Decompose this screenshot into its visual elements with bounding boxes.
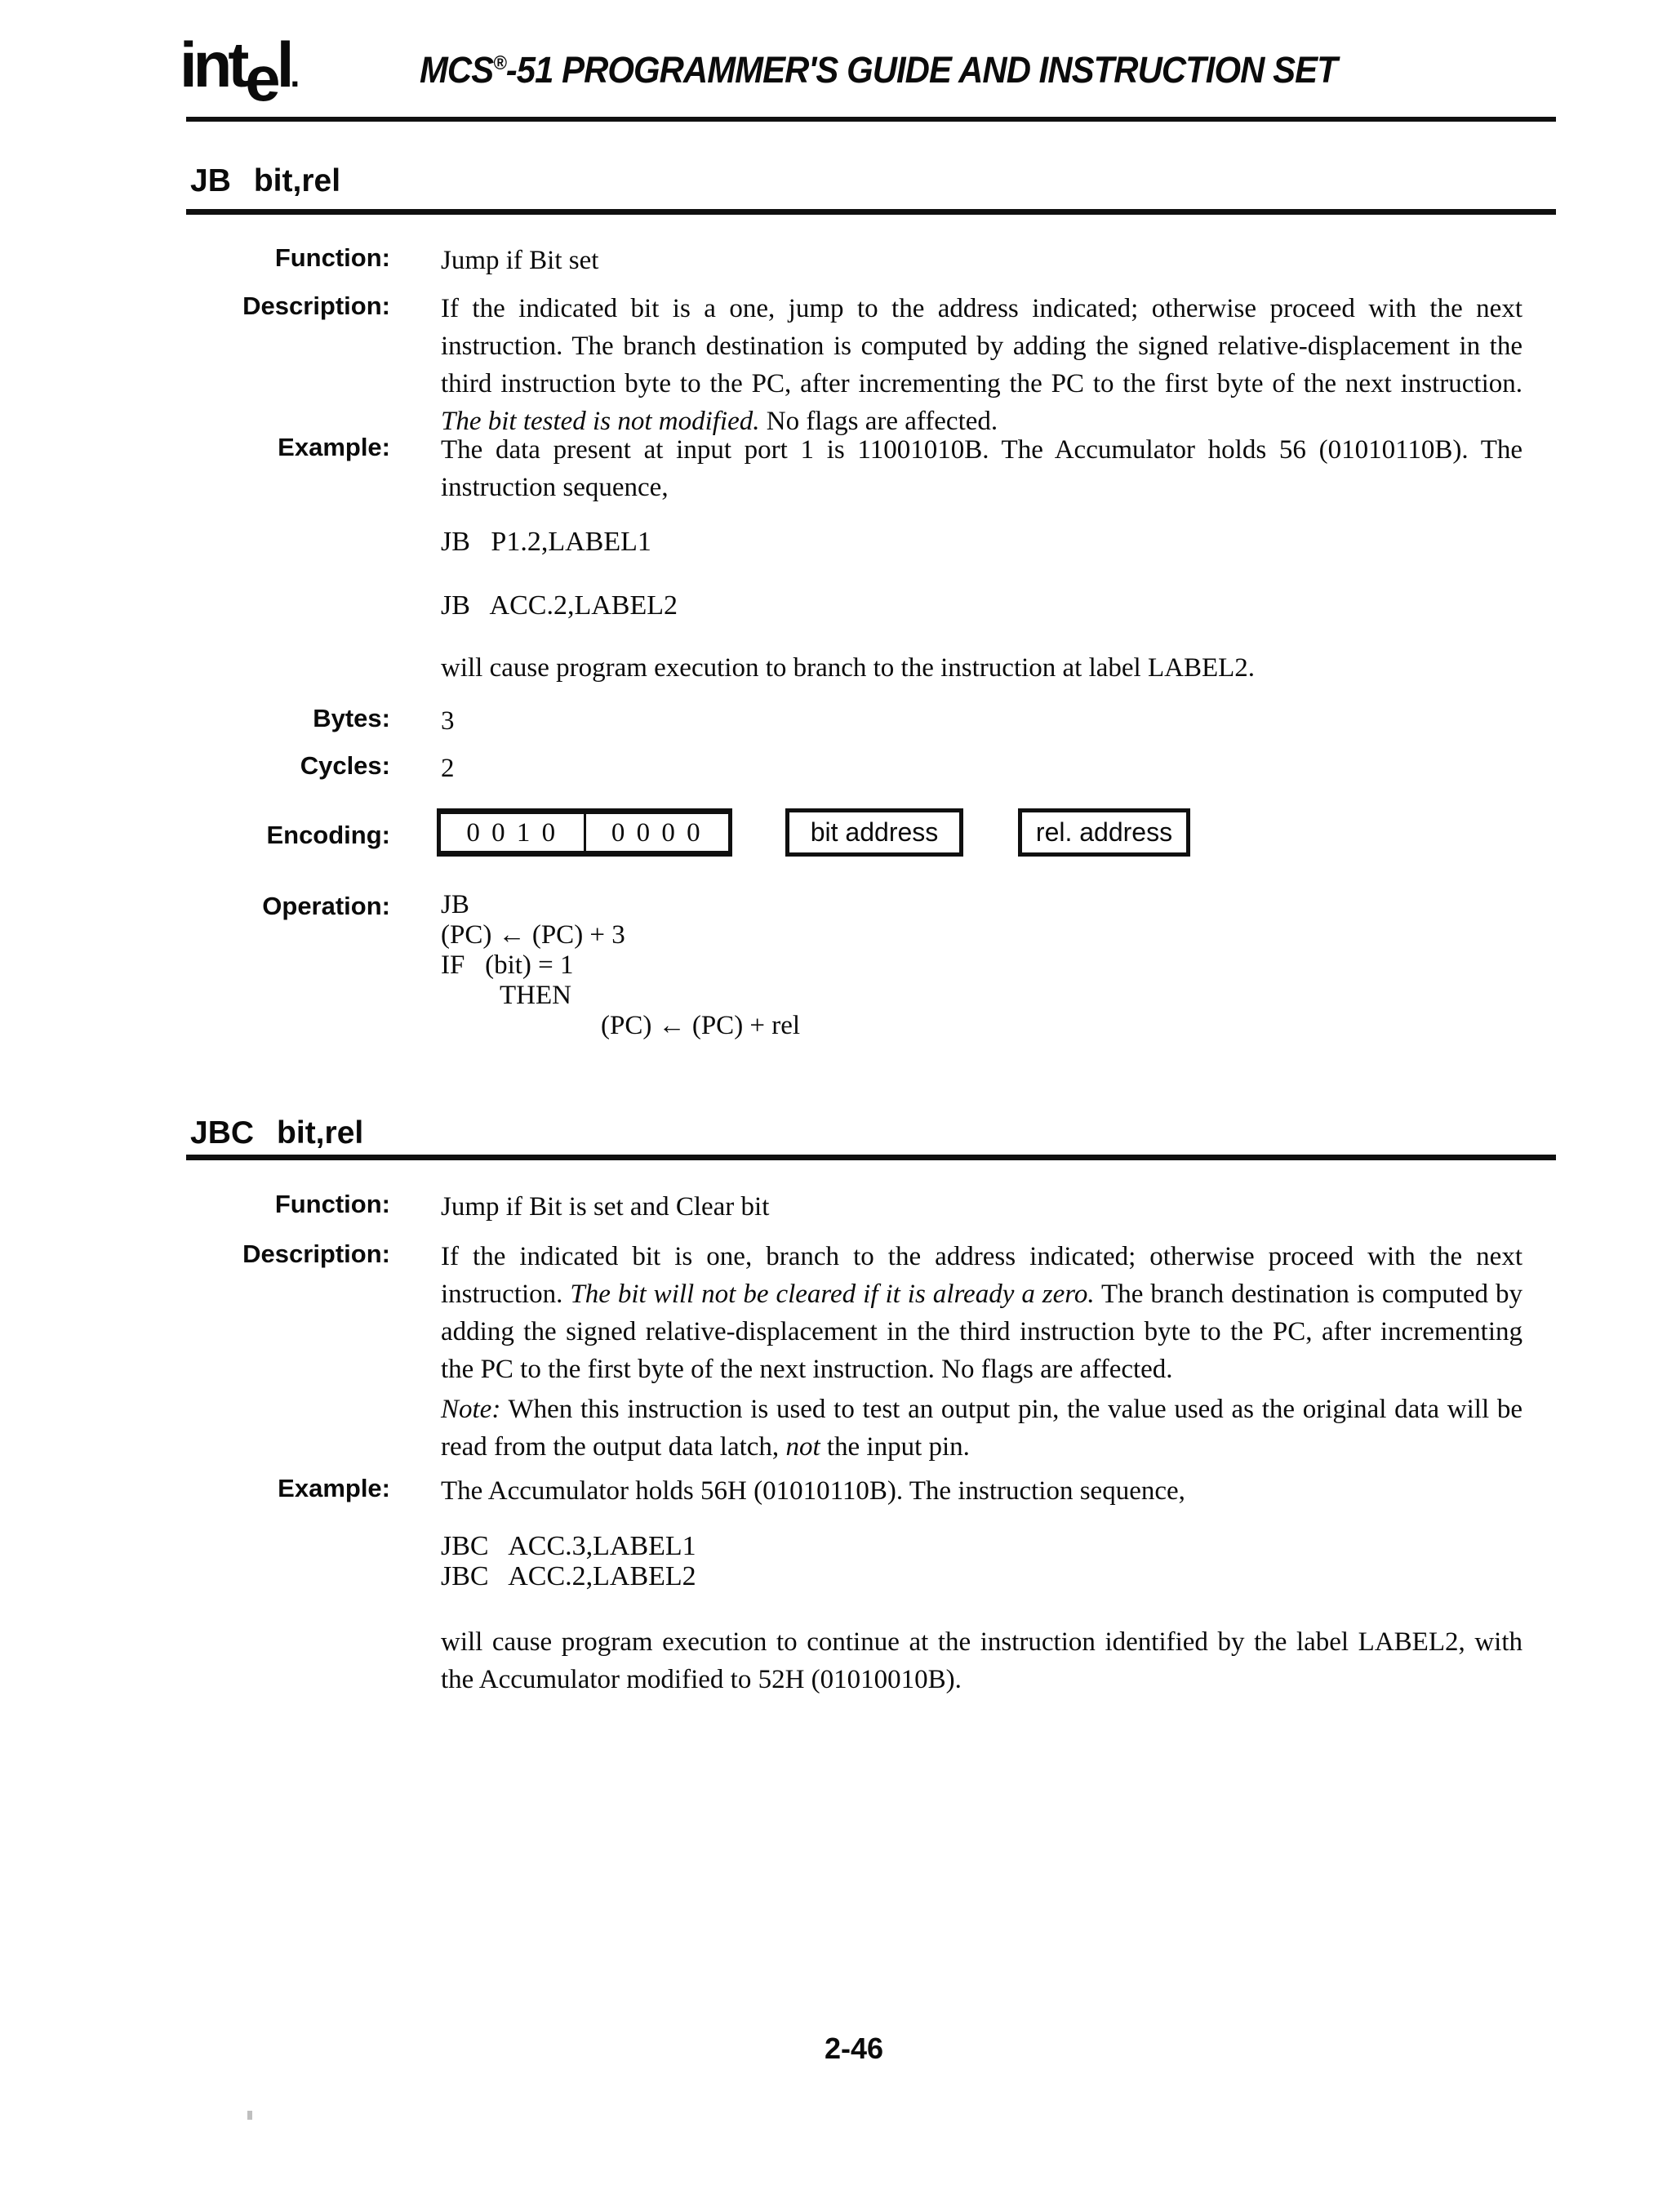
- title-prefix: MCS: [420, 49, 494, 91]
- jbc-description-part-3: The branch destination is computed by adding the signed relative-displacement in the third instruction byte to the PC, after incrementing the PC to the first byte of the next instruction. No flags are affected.: [441, 1280, 1523, 1384]
- jbc-example-intro: The Accumulator holds 56H (01010110B). The instruction sequence,: [441, 1476, 1185, 1506]
- jbc-example-row: [186, 1472, 1529, 1510]
- jbc-function-text: Jump if Bit is set and Clear bit: [441, 1192, 770, 1222]
- jb-cycles-value: 2: [441, 754, 455, 783]
- jbc-heading-rule: [186, 1155, 1556, 1160]
- jb-operation-line-3: IF (bit) = 1: [441, 950, 574, 980]
- masthead-rule: [186, 117, 1556, 122]
- page-number: 2-46: [824, 2032, 884, 2065]
- scan-artifact: [247, 2111, 252, 2120]
- jbc-description-text: [441, 1238, 1523, 1388]
- jbc-note-part-2: When this instruction is used to test an output pin, the value used as the original data will be read from the output data latch,: [441, 1395, 1523, 1462]
- jb-operation-line-2: (PC) ← (PC) + 3: [441, 920, 625, 950]
- jb-section-heading: [190, 163, 340, 199]
- logo-int: int: [180, 29, 246, 100]
- jb-operation-line-1: JB: [441, 890, 469, 919]
- jbc-code-line-2: JBC ACC.2,LABEL2: [441, 1561, 696, 1591]
- jb-description-text: [441, 290, 1523, 440]
- jb-mnemonic: JB: [190, 163, 231, 198]
- jb-cycles-label: Cycles:: [300, 751, 390, 780]
- jb-description-label: Description:: [242, 292, 390, 320]
- jb-operation-row: [186, 890, 1529, 1041]
- jbc-description-label: Description:: [242, 1240, 390, 1268]
- jbc-example-outro-row: [186, 1623, 1529, 1698]
- jb-encoding-bits-high: 0 0 1 0: [441, 814, 586, 851]
- jb-description-part-1: If the indicated bit is a one, jump to the address indicated; otherwise proceed with the next instruction. The branch destination is computed by adding the signed relative-displacement in the third instruction byte to the PC, after incrementing the PC to the first byte of the next instruction.: [441, 294, 1523, 398]
- jbc-note-not-italic: not: [785, 1432, 820, 1462]
- intel-logo: [180, 28, 300, 114]
- jbc-description-part-2-italic: The bit will not be cleared if it is already a zero.: [570, 1280, 1095, 1309]
- jb-description-part-2-italic: The bit tested is not modified.: [441, 407, 760, 436]
- jb-operation-line-4: THEN: [500, 981, 571, 1010]
- jbc-function-label: Function:: [274, 1190, 390, 1218]
- jb-function-label: Function:: [274, 243, 390, 272]
- jbc-description-part-1: If the indicated bit is one, branch to the address indicated; otherwise proceed with the next instruction.: [441, 1242, 1523, 1309]
- jbc-section-heading: [190, 1115, 363, 1151]
- jb-example-label: Example:: [278, 433, 390, 461]
- jbc-example-label: Example:: [278, 1474, 390, 1502]
- jb-encoding-opcode-box: [437, 808, 732, 857]
- jbc-note-text: [441, 1391, 1523, 1466]
- jb-description-row: [186, 290, 1529, 440]
- registered-trademark-icon: ®: [493, 52, 506, 74]
- jb-description-part-3: No flags are affected.: [759, 407, 998, 436]
- jbc-note-row: [186, 1391, 1529, 1466]
- logo-l: l: [276, 29, 291, 100]
- jb-example-outro: will cause program execution to branch to the instruction at label LABEL2.: [441, 653, 1256, 683]
- jbc-function-row: [186, 1188, 1529, 1226]
- jb-function-row: [186, 242, 1529, 279]
- jb-encoding-label: Encoding:: [266, 821, 390, 849]
- jb-bytes-value: 3: [441, 706, 455, 736]
- jb-function-text: Jump if Bit set: [441, 246, 599, 275]
- jb-operation-line-5: (PC) ← (PC) + rel: [601, 1011, 801, 1040]
- jbc-example-outro: will cause program execution to continue at the instruction identified by the label LABEL2, with the Accumulator modified to 52H (01010010B).: [441, 1627, 1523, 1694]
- jbc-note-word-italic: Note:: [441, 1395, 501, 1424]
- jb-heading-rule: [186, 209, 1556, 215]
- jb-code-line-2: JB ACC.2,LABEL2: [441, 590, 678, 621]
- jbc-operands: bit,rel: [277, 1115, 364, 1151]
- jbc-code-line-1: JBC ACC.3,LABEL1: [441, 1531, 696, 1561]
- logo-dropped-e: e: [245, 42, 277, 114]
- jb-encoding-bits-low: 0 0 0 0: [611, 818, 703, 848]
- jb-operation-label: Operation:: [262, 892, 390, 920]
- jb-code-line-1: JB P1.2,LABEL1: [441, 527, 651, 557]
- jbc-mnemonic: JBC: [190, 1115, 255, 1151]
- jbc-note-part-4: the input pin.: [820, 1432, 970, 1462]
- jb-example-intro: The data present at input port 1 is 11001010B. The Accumulator holds 56 (01010110B). The instruction sequence,: [441, 435, 1523, 502]
- jb-encoding-bit-address-box: bit address: [785, 808, 963, 857]
- document-title: [420, 49, 1337, 91]
- title-suffix: -51 PROGRAMMER'S GUIDE AND INSTRUCTION SET: [505, 49, 1337, 91]
- jbc-description-row: [186, 1238, 1529, 1388]
- logo-dot: .: [290, 56, 300, 95]
- jb-bytes-row: [186, 702, 1529, 740]
- jb-encoding-rel-address-box: rel. address: [1018, 808, 1190, 857]
- jb-cycles-row: [186, 750, 1529, 787]
- jb-bytes-label: Bytes:: [313, 704, 390, 732]
- jb-example-row: [186, 431, 1529, 506]
- jb-operands: bit,rel: [253, 163, 341, 198]
